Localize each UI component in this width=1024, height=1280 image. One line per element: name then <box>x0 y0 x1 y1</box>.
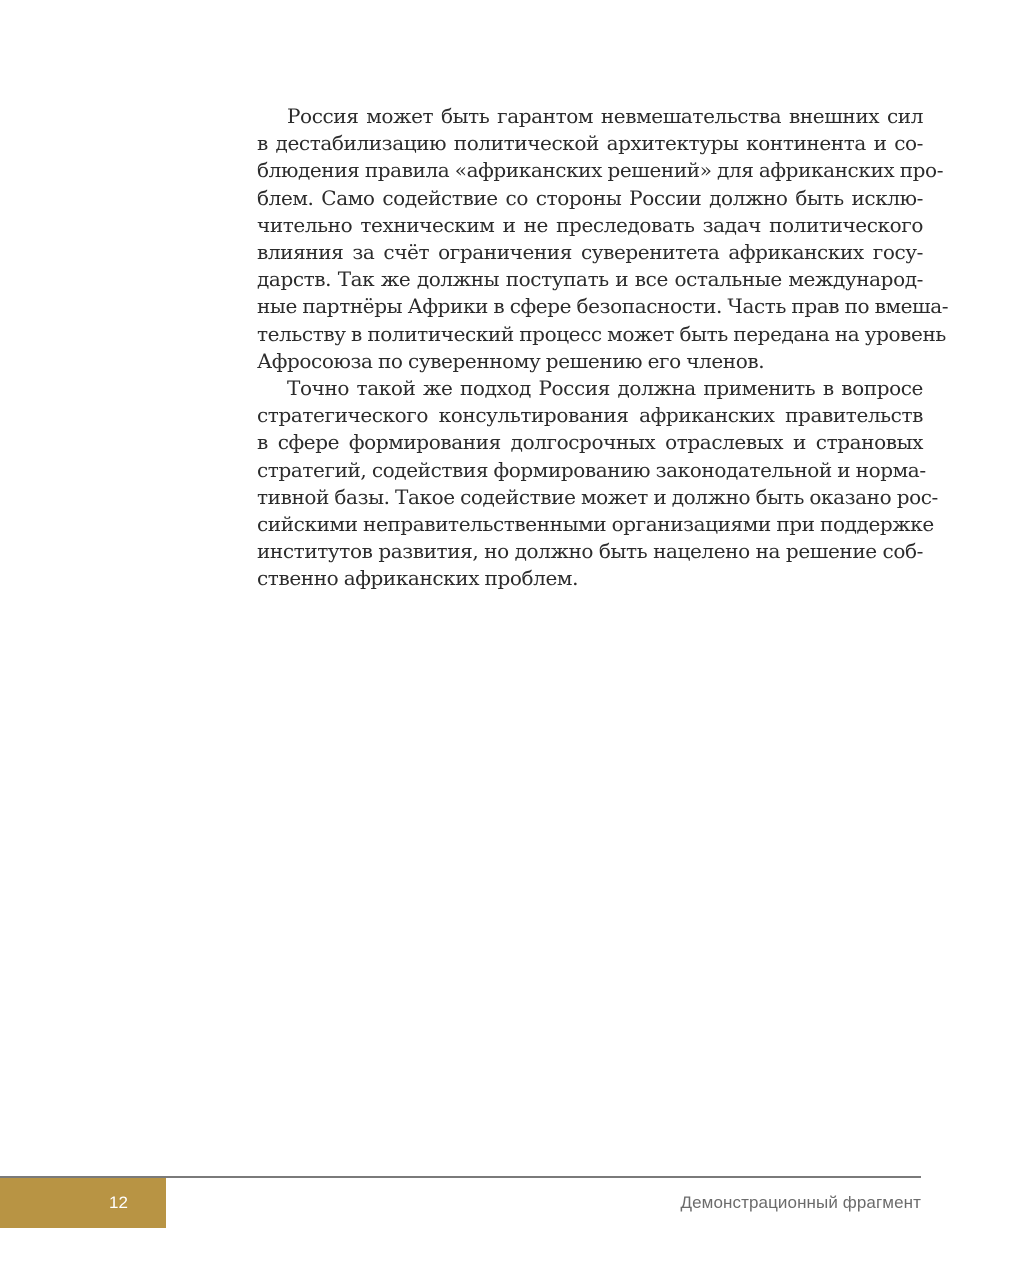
text-line: ные партнёры Африки в сфере безопасности. Часть прав по вмеша- <box>257 294 949 319</box>
text-line: Точно такой же подход Россия должна применить в вопросе <box>287 376 923 401</box>
paragraph <box>257 375 938 593</box>
text-line: тельству в политический процесс может быть передана на уровень <box>257 321 946 346</box>
text-line: в сфере формирования долгосрочных отраслевых и страновых <box>257 430 923 455</box>
text-line: блем. Само содействие со стороны России должно быть исклю- <box>257 185 923 210</box>
text-line: в дестабилизацию политической архитектуры континента и со- <box>257 131 923 156</box>
text-line: тивной базы. Такое содействие может и должно быть оказано рос- <box>257 484 938 509</box>
text-line: стратегического консультирования африканских правительств <box>257 403 923 428</box>
body-text <box>257 103 949 593</box>
footer-caption: Демонстрационный фрагмент <box>680 1193 921 1212</box>
text-line: ственно африканских проблем. <box>257 566 579 591</box>
text-line: сийскими неправительственными организациями при поддержке <box>257 512 934 537</box>
text-line: Россия может быть гарантом невмешательства внешних сил <box>287 104 923 128</box>
page-number: 12 <box>109 1193 128 1212</box>
text-line: стратегий, содействия формированию законодательной и норма- <box>257 457 926 482</box>
text-line: влияния за счёт ограничения суверенитета африканских госу- <box>257 240 923 265</box>
text-line: чительно техническим и не преследовать задач политического <box>257 212 923 237</box>
page-number-tab <box>0 1178 166 1228</box>
text-line: Афросоюза по суверенному решению его членов. <box>257 348 765 373</box>
text-line: блюдения правила «африканских решений» для африканских про- <box>257 158 944 183</box>
text-line: дарств. Так же должны поступать и все остальные международ- <box>257 267 923 292</box>
paragraph <box>257 103 949 375</box>
text-line: институтов развития, но должно быть нацелено на решение соб- <box>257 539 923 564</box>
